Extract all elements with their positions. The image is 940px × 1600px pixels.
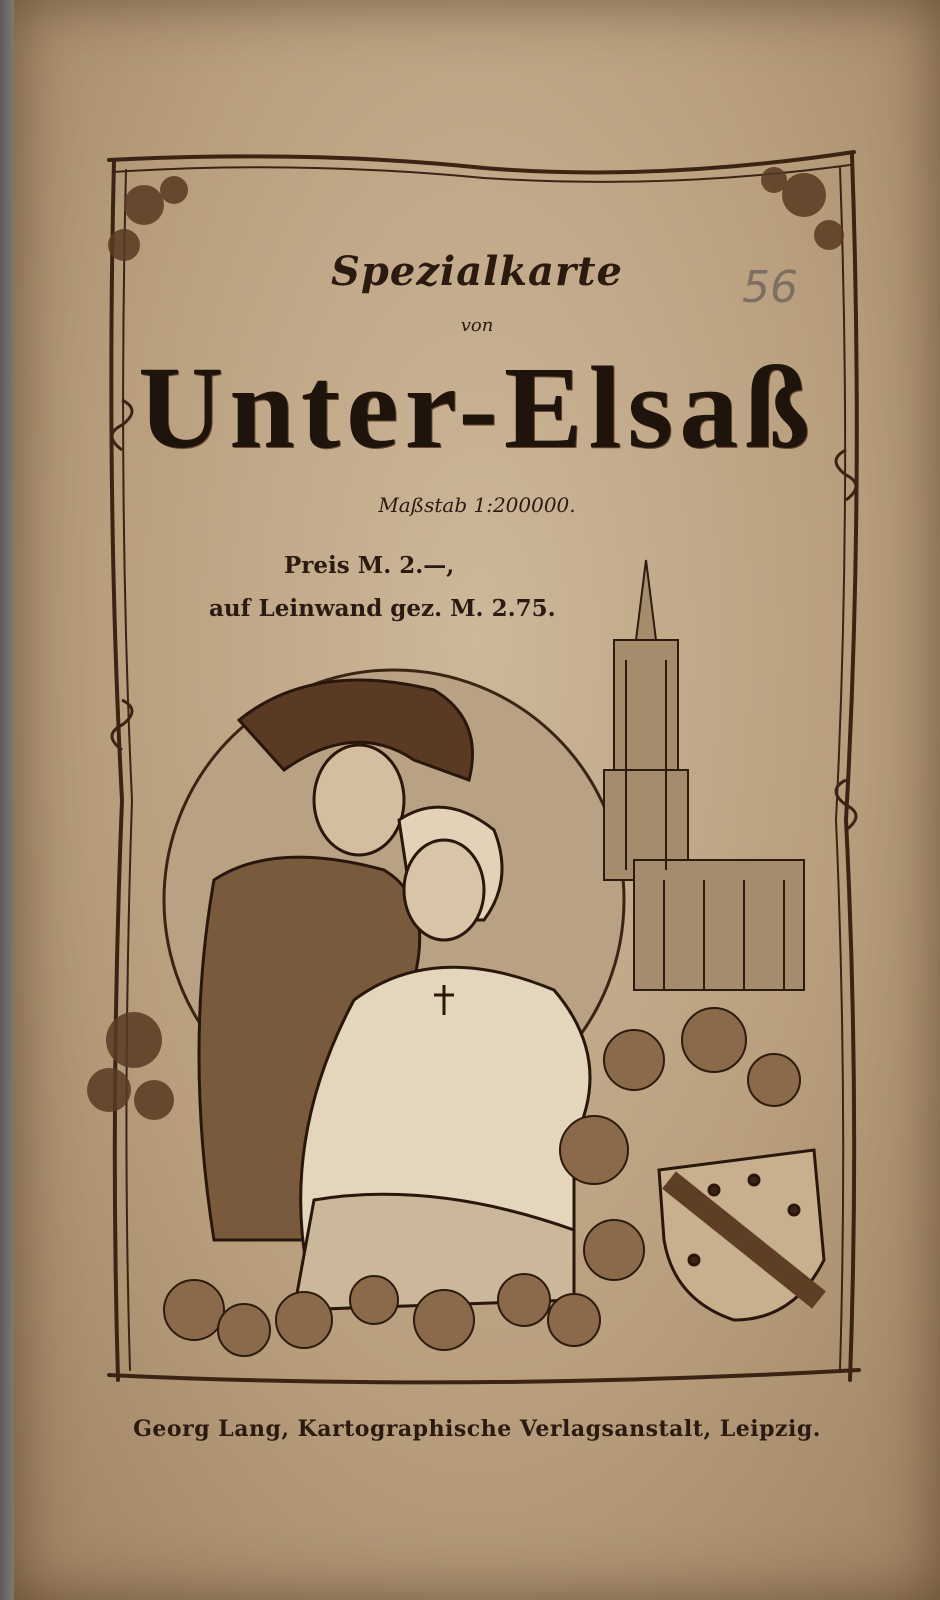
- publisher-line: Georg Lang, Kartographische Verlagsanstalt, Leipzig.: [133, 1416, 821, 1442]
- region-title: Unter-Elsaß: [138, 342, 816, 473]
- cover-illustration: [14, 0, 940, 1600]
- pencil-annotation: 56: [742, 262, 798, 313]
- linen-price-label: auf Leinwand gez. M. 2.75.: [209, 595, 556, 622]
- map-type-heading: Spezialkarte: [331, 248, 623, 295]
- coat-of-arms-icon: [659, 1150, 824, 1320]
- scale-label: Maßstab 1:200000.: [378, 493, 576, 517]
- von-label: von: [460, 315, 494, 336]
- price-label: Preis M. 2.—,: [284, 552, 455, 579]
- cathedral-icon: [604, 560, 804, 990]
- map-cover: [14, 0, 940, 1600]
